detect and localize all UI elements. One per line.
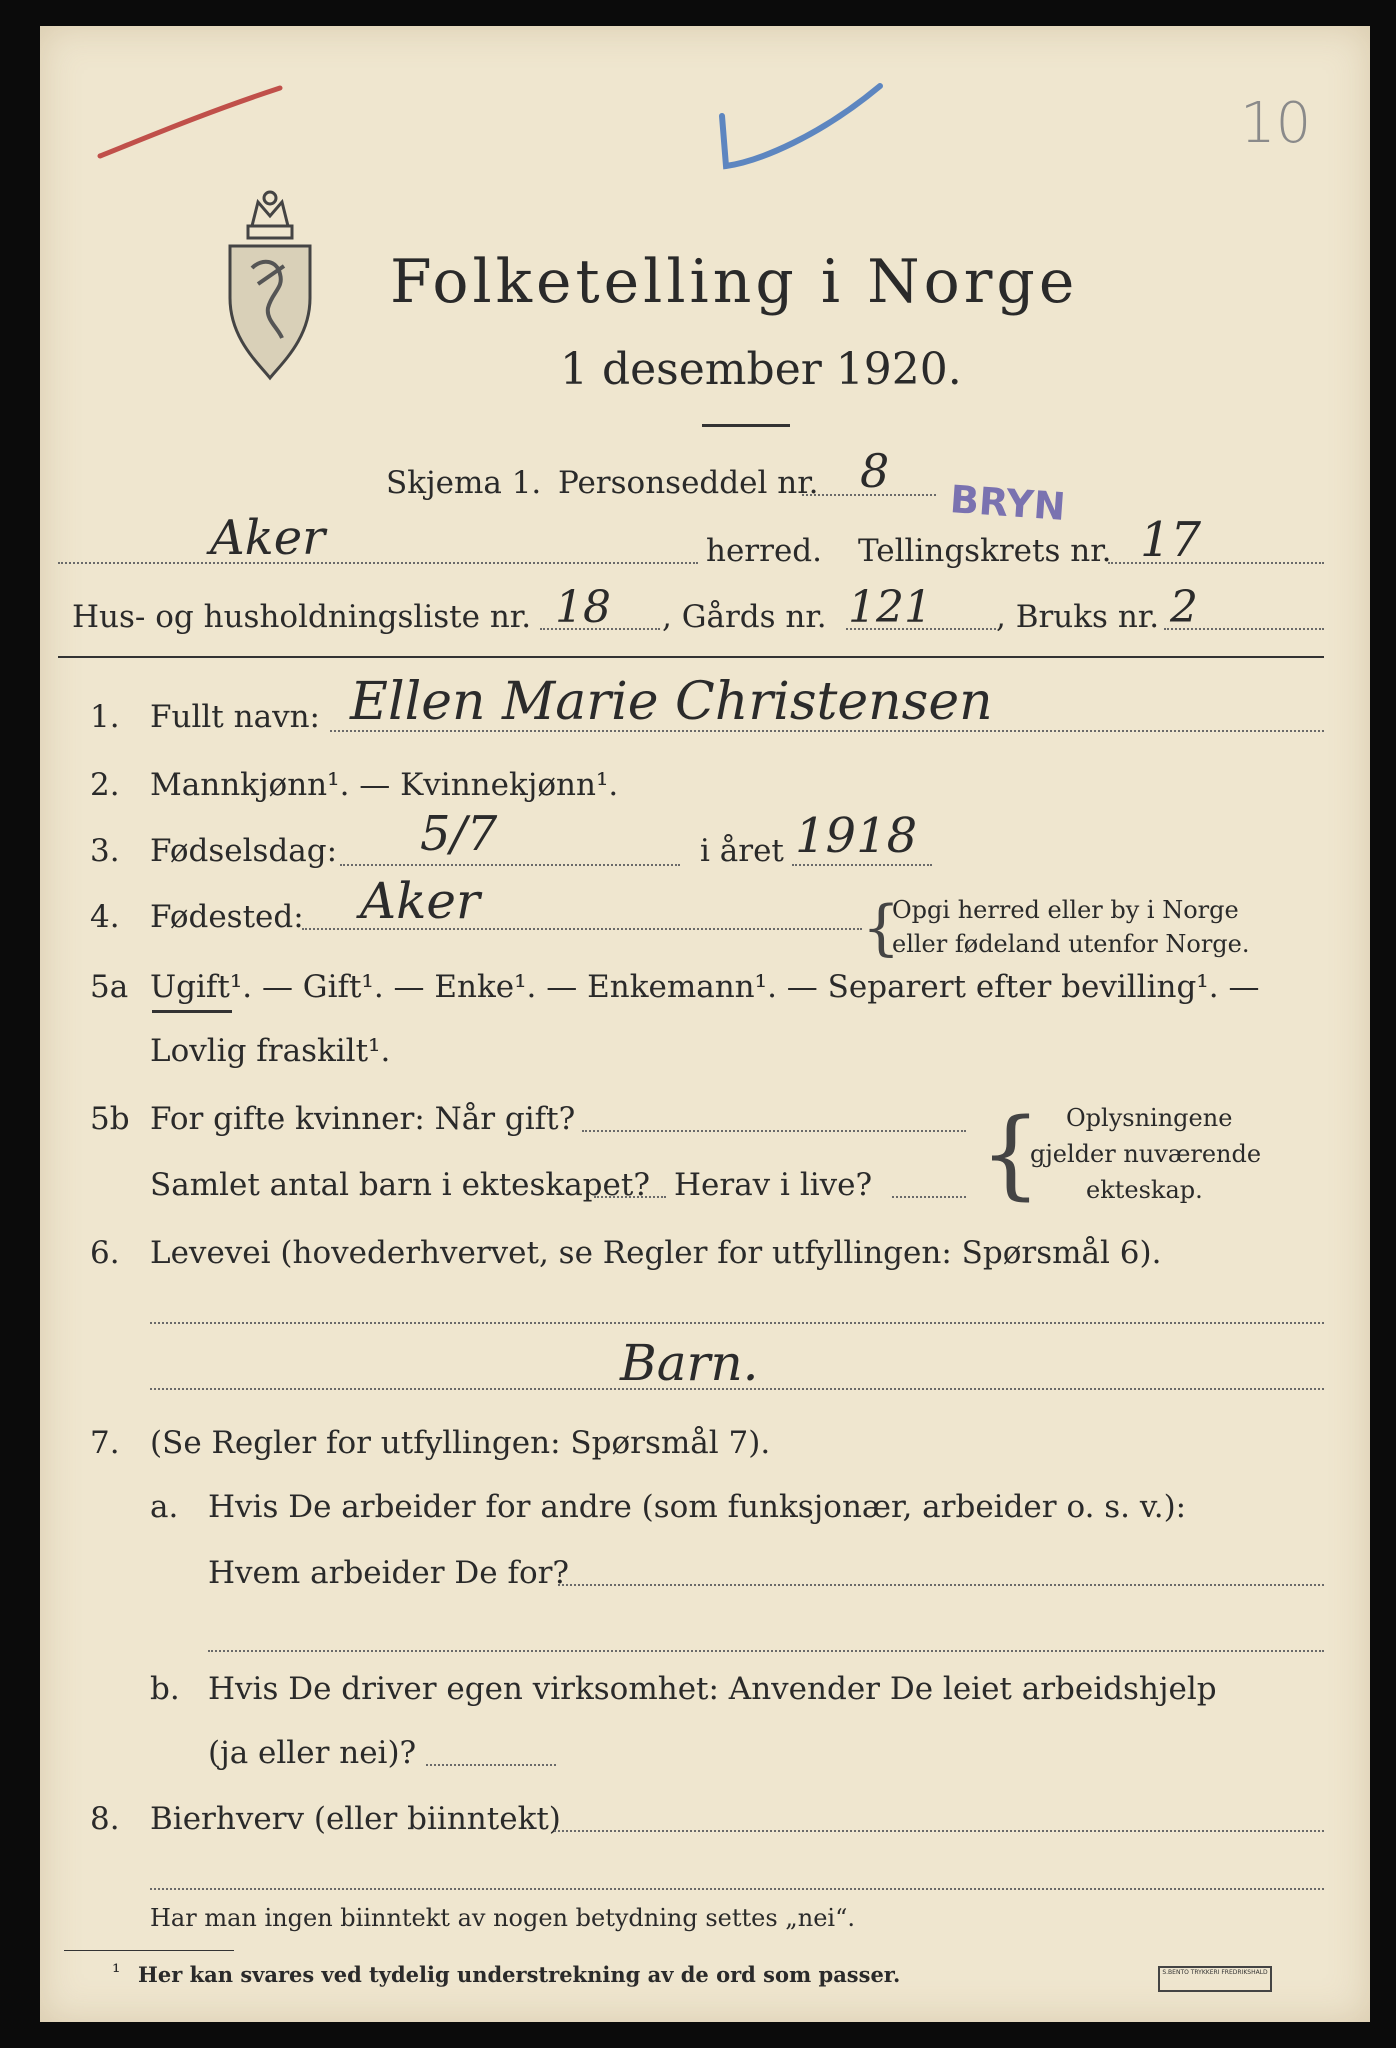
q7b-line1: Hvis De driver egen virksomhet: Anvender De leiet arbeidshjelp — [208, 1671, 1217, 1707]
husholdningsliste-label: Hus- og husholdningsliste nr. — [72, 599, 532, 635]
q3-year-label: i året — [700, 833, 784, 869]
occupation-value[interactable]: Barn. — [620, 1334, 759, 1392]
q7b-letter: b. — [150, 1671, 180, 1707]
title-divider — [702, 424, 790, 427]
q2-number: 2. — [90, 767, 120, 803]
q5b-brace: { — [980, 1098, 1042, 1210]
q4-number: 4. — [90, 899, 120, 935]
q4-label: Fødested: — [150, 899, 304, 935]
q5b-number: 5b — [90, 1101, 130, 1137]
q4-note-line2: eller fødeland utenfor Norge. — [892, 930, 1250, 958]
q7a-employer-line — [558, 1584, 1324, 1586]
q5b-line1: For gifte kvinner: Når gift? — [150, 1101, 576, 1137]
birth-year-value[interactable]: 1918 — [795, 808, 918, 864]
q5b-note2: gjelder nuværende — [1030, 1140, 1262, 1168]
q5b-alive-line — [892, 1196, 966, 1198]
corner-page-number: 10 — [1240, 91, 1312, 156]
birthday-value[interactable]: 5/7 — [420, 806, 498, 862]
bryn-stamp: BRYN — [948, 477, 1067, 529]
form-date: 1 desember 1920. — [560, 344, 962, 395]
q6-number: 6. — [90, 1235, 120, 1271]
printer-text: S.BENTO TRYKKERI FREDRIKSHALD — [1162, 1969, 1268, 1976]
q8-label: Bierhverv (eller biinntekt) — [150, 1801, 561, 1837]
q8-line2 — [150, 1888, 1324, 1890]
q3-label: Fødselsdag: — [150, 833, 338, 869]
q5b-children-label: Samlet antal barn i ekteskapet? — [150, 1167, 650, 1203]
q7b-answer-line — [426, 1764, 556, 1766]
tellingskrets-value[interactable]: 17 — [1140, 512, 1202, 568]
norway-coat-of-arms-icon — [222, 188, 318, 384]
q4-brace: { — [862, 893, 901, 963]
q5a-line2: Lovlig fraskilt¹. — [150, 1033, 391, 1069]
q2-label: Mannkjønn¹. — Kvinnekjønn¹. — [150, 767, 619, 803]
skjema-label: Skjema 1. — [386, 465, 542, 501]
biinntekt-note: Har man ingen biinntekt av nogen betydning settes „nei“. — [150, 1904, 855, 1932]
census-form — [40, 26, 1370, 2022]
q5a-line1: Ugift¹. — Gift¹. — Enke¹. — Enkemann¹. — Separert efter bevilling¹. — — [150, 969, 1260, 1005]
q1-label: Fullt navn: — [150, 699, 320, 735]
footnote-divider — [64, 1950, 234, 1951]
personseddel-label: Personseddel nr. — [558, 465, 819, 501]
q4-note-line1: Opgi herred eller by i Norge — [892, 896, 1239, 924]
herred-value[interactable]: Aker — [210, 510, 326, 566]
q5b-married-line — [582, 1130, 966, 1132]
header-divider — [58, 656, 1324, 658]
q6-label: Levevei (hovederhvervet, se Regler for utfyllingen: Spørsmål 6). — [150, 1235, 1162, 1271]
q5b-note1: Oplysningene — [1066, 1104, 1233, 1132]
q7a-line1: Hvis De arbeider for andre (som funksjonær, arbeider o. s. v.): — [208, 1489, 1187, 1525]
herred-line — [58, 562, 698, 564]
q5a-number: 5a — [90, 969, 129, 1005]
herred-label: herred. — [706, 533, 822, 569]
q7a-letter: a. — [150, 1489, 179, 1525]
personseddel-value[interactable]: 8 — [860, 444, 890, 498]
q3-birthday-line — [340, 864, 680, 866]
form-title: Folketelling i Norge — [390, 247, 1079, 317]
gards-value[interactable]: 121 — [848, 582, 932, 633]
q8-number: 8. — [90, 1801, 120, 1837]
footnote-mark: ¹ — [112, 1960, 121, 1984]
bruks-label: , Bruks nr. — [996, 599, 1160, 635]
q7a-line2: Hvem arbeider De for? — [208, 1555, 570, 1591]
bruks-value[interactable]: 2 — [1170, 582, 1198, 633]
footnote-text: Her kan svares ved tydelig understrekning av de ord som passer. — [138, 1962, 901, 1987]
q5b-alive-label: Herav i live? — [674, 1167, 873, 1203]
q7b-line2: (ja eller nei)? — [208, 1735, 417, 1771]
q7a-extra-line — [208, 1650, 1324, 1652]
q1-number: 1. — [90, 699, 120, 735]
birthplace-value[interactable]: Aker — [360, 872, 480, 930]
q3-year-line — [792, 864, 932, 866]
q5b-note3: ekteskap. — [1086, 1176, 1203, 1204]
blue-check-mark — [700, 66, 900, 186]
q7-label: (Se Regler for utfyllingen: Spørsmål 7). — [150, 1425, 771, 1461]
full-name-value[interactable]: Ellen Marie Christensen — [350, 672, 993, 732]
husholdningsliste-value[interactable]: 18 — [555, 582, 611, 633]
tellingskrets-label: Tellingskrets nr. — [858, 533, 1112, 569]
q6-line1 — [150, 1322, 1324, 1324]
q3-number: 3. — [90, 833, 120, 869]
q8-line1 — [554, 1830, 1324, 1832]
red-pencil-mark — [90, 76, 290, 176]
printer-mark — [1158, 1966, 1272, 1992]
gards-label: , Gårds nr. — [662, 599, 827, 635]
ugift-underline — [152, 1010, 232, 1013]
q5b-children-line — [594, 1196, 666, 1198]
q7-number: 7. — [90, 1425, 120, 1461]
